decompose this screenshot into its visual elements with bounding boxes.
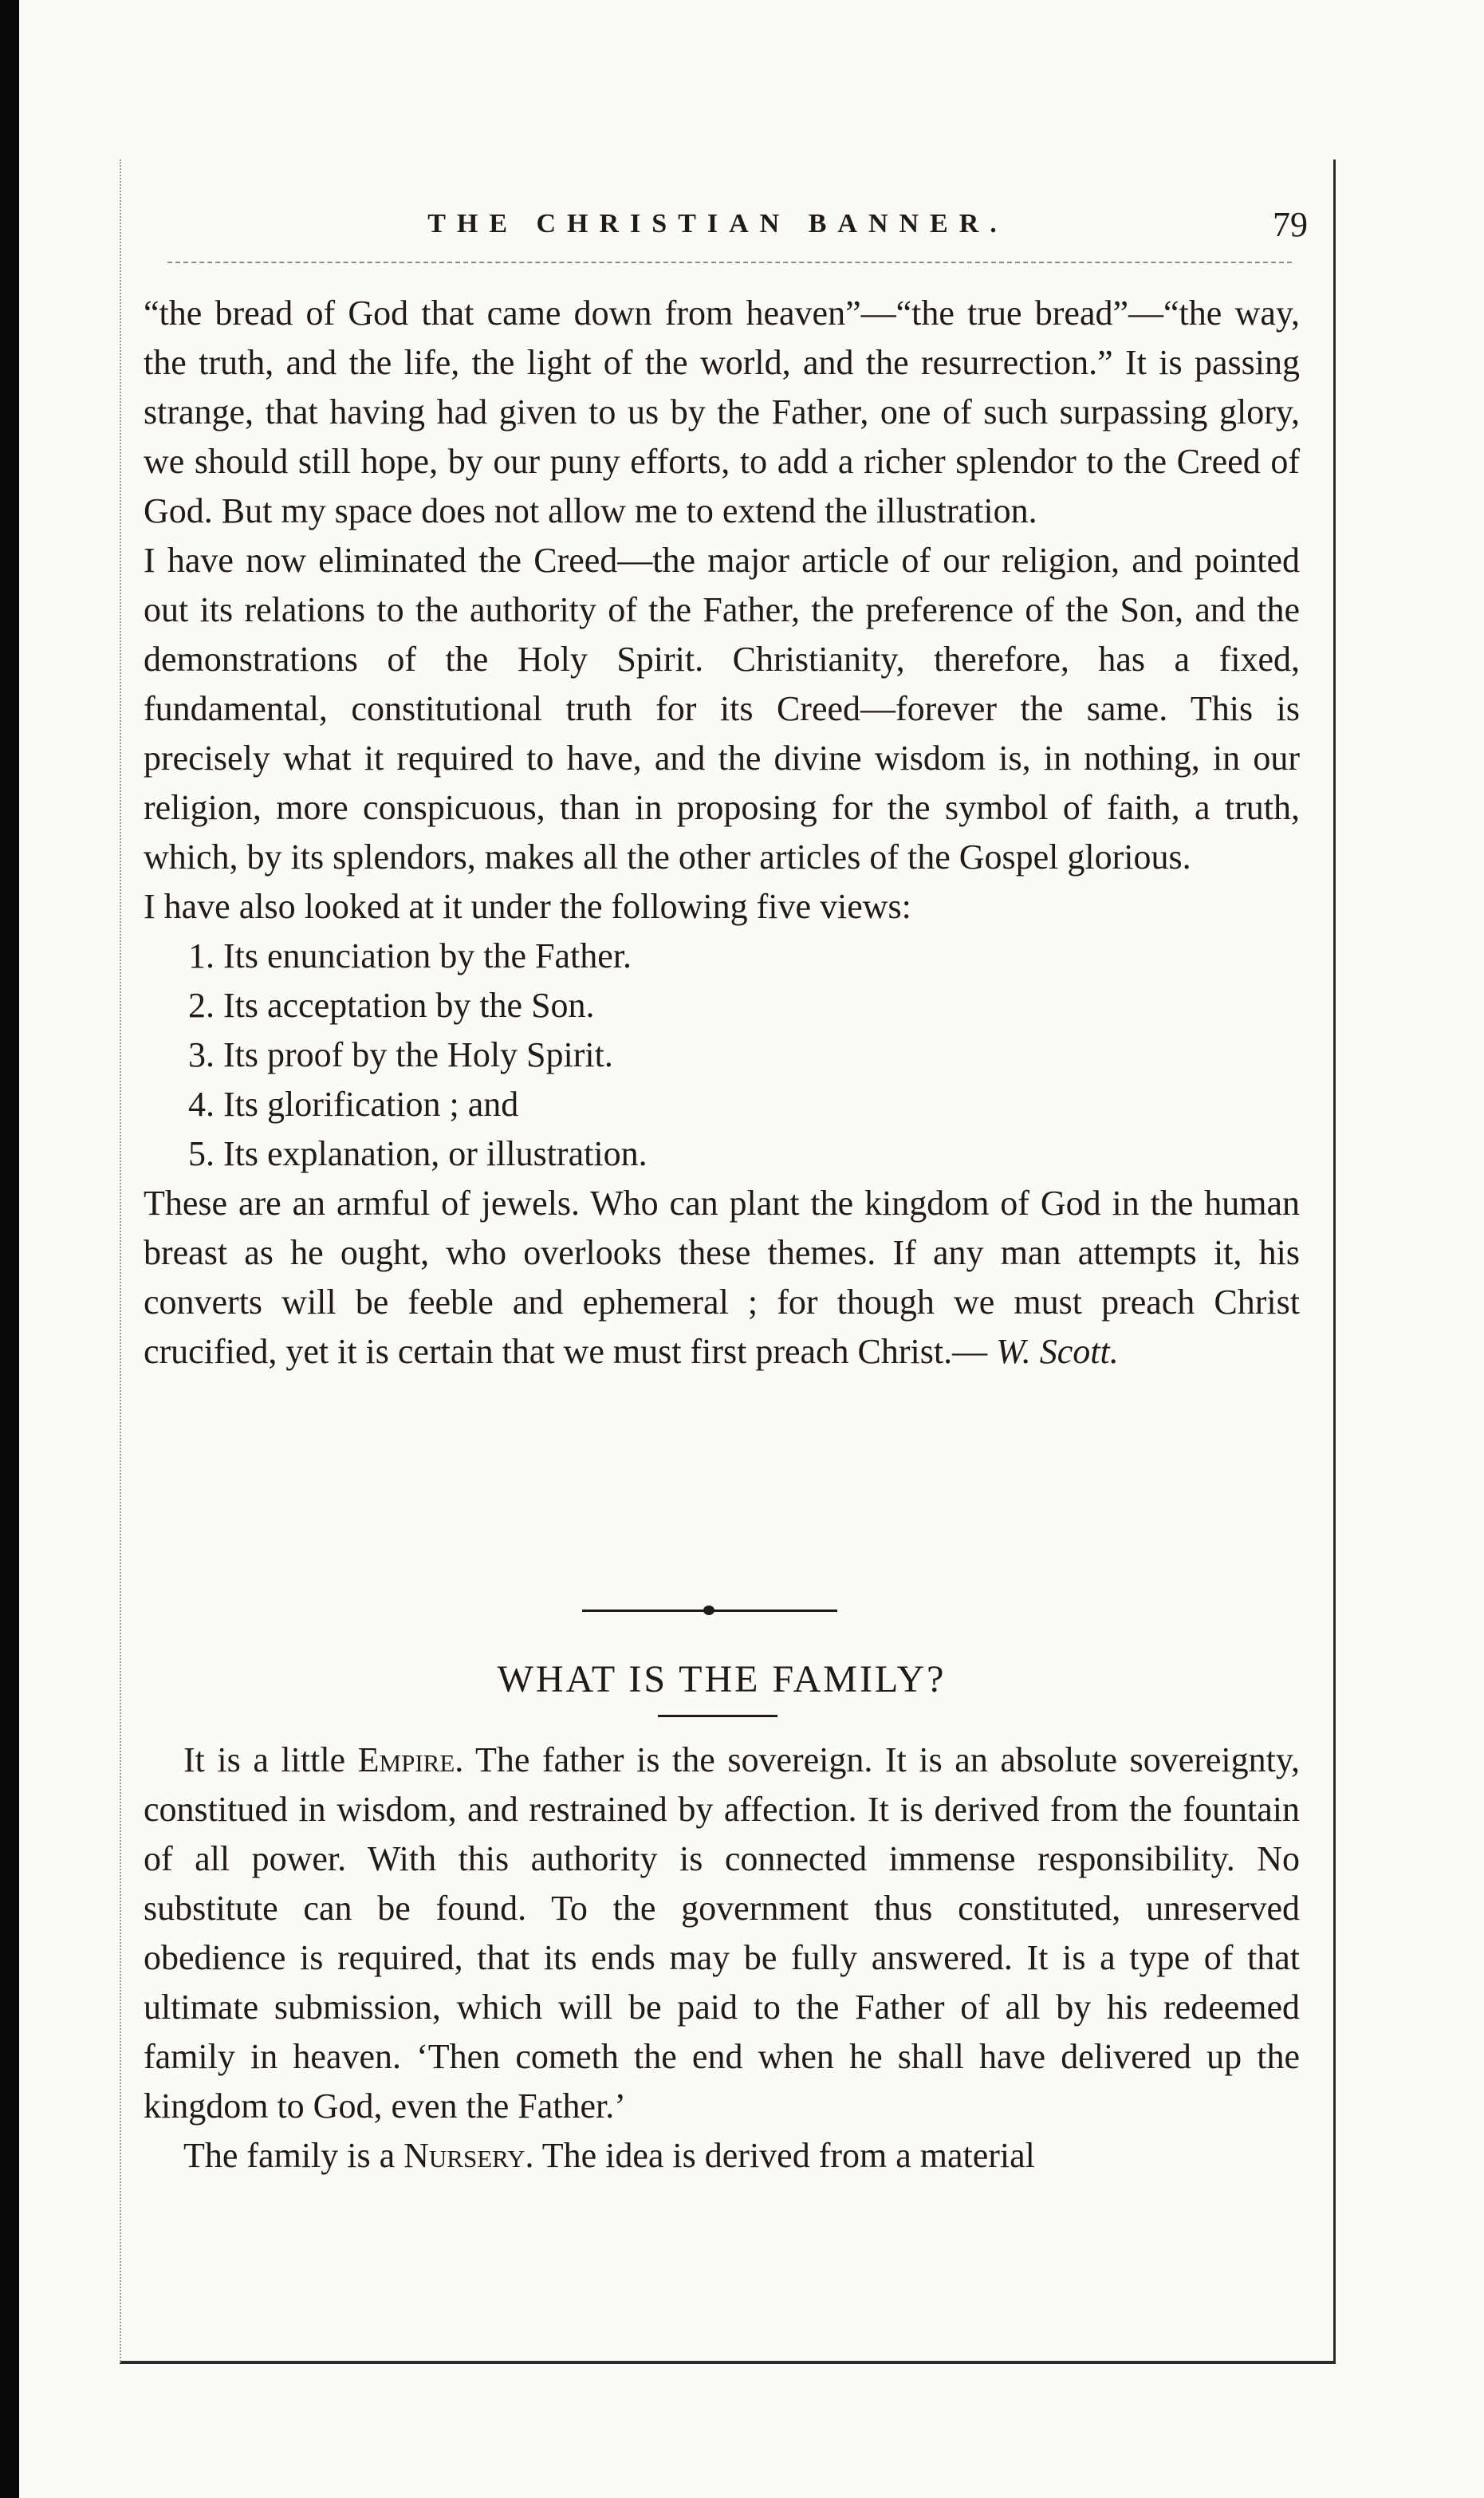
section-title: WHAT IS THE FAMILY? (497, 1658, 947, 1700)
family-article-body (144, 1736, 1300, 2181)
paragraph (144, 2131, 1300, 2181)
section-divider (582, 1605, 837, 1616)
emphasis-term: Nursery (403, 2136, 526, 2175)
views-list (144, 932, 1300, 1179)
list-item: 5. Its explanation, or illustration. (188, 1134, 648, 1173)
paragraph: I have now eliminated the Creed—the major article of our religion, and pointed out its relations to the authority of the Father, the preference of the Son, and the demonstrations of the Holy Spirit. Christianity, therefore, has a fixed, fundamental, constitutional truth for its Creed—forever the same. This is precisely what it required to have, and the divine wisdom is, in nothing, in our religion, more conspicuous, than in proposing for the symbol of faith, a truth, which, by its splendors, makes all the other articles of the Gospel glorious. (144, 541, 1300, 877)
divider-ornament (703, 1606, 714, 1615)
list-item: 4. Its glorification ; and (188, 1085, 519, 1124)
paragraph-text: It is a little (183, 1740, 358, 1779)
running-head: THE CHRISTIAN BANNER. (427, 209, 1008, 238)
emphasis-term: Empire (357, 1740, 455, 1779)
page-number: 79 (1273, 205, 1308, 244)
paragraph-text: The family is a (183, 2136, 404, 2175)
header-rule (167, 262, 1292, 263)
paragraph-text: . The father is the sovereign. It is an absolute sovereignty, constitued in wisdom, and restrained by affection. It is derived from the fountain of all power. With this authority is connected immense responsibility. No substitute can be found. To the government thus constituted, unreserved obedience is required, that its ends may be fully answered. It is a type of that ultimate submission, which will be paid to the Father of all by his redeemed family in heaven. ‘Then cometh the end when he shall have delivered up the kingdom to God, even the Father.’ (144, 1740, 1301, 2126)
paragraph: I have also looked at it under the following five views: (144, 887, 911, 926)
paragraph-text: . The idea is derived from a material (525, 2136, 1035, 2175)
article-body (144, 289, 1300, 1377)
page-header (120, 205, 1316, 249)
title-underline (658, 1715, 777, 1717)
paragraph (144, 1179, 1300, 1377)
paragraph-text: These are an armful of jewels. Who can plant the kingdom of God in the human breast as he ought, who overlooks these themes. If any man attempts it, his converts will be feeble and ephemeral ; for though we must preach Christ crucified, yet it is certain that we must first preach Christ.— (144, 1184, 1300, 1371)
list-item: 2. Its acceptation by the Son. (188, 986, 595, 1025)
list-item: 1. Its enunciation by the Father. (188, 936, 632, 975)
list-item: 3. Its proof by the Holy Spirit. (188, 1035, 613, 1074)
book-binding-edge (0, 0, 19, 2498)
paragraph: “the bread of God that came down from heaven”—“the true bread”—“the way, the truth, and the life, the light of the world, and the resurrection.” It is passing strange, that having had given to us by the Father, one of such surpassing glory, we should still hope, by our puny efforts, to add a richer splendor to the Creed of God. But my space does not allow me to extend the illustration. (144, 294, 1300, 530)
paragraph (144, 1736, 1300, 2131)
author-signature: W. Scott. (996, 1332, 1119, 1371)
